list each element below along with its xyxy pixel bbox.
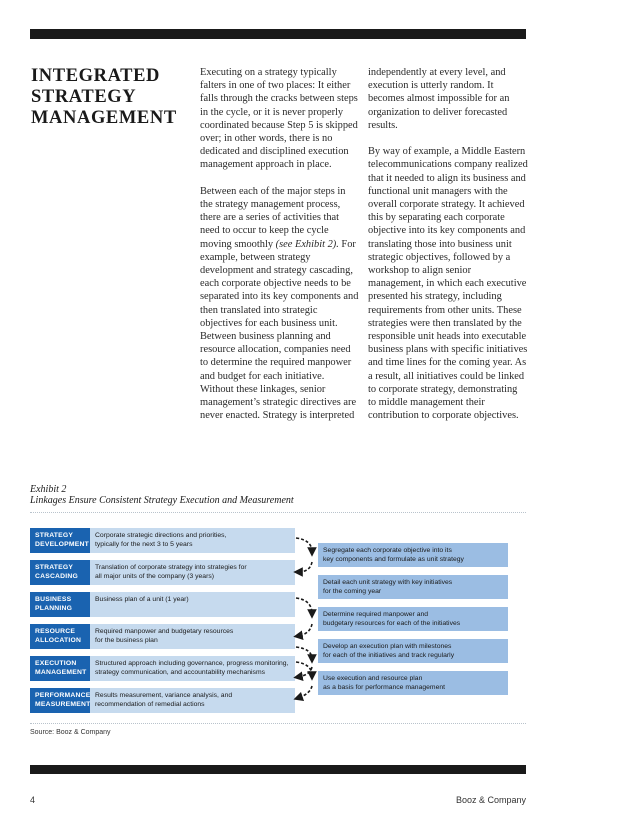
heading-line: INTEGRATED (31, 66, 161, 86)
activity-2: Detail each unit strategy with key initiatives for the coming year (318, 575, 508, 599)
body-column-1 (200, 66, 360, 436)
company-name: Booz & Company (455, 795, 526, 805)
body-column-2 (368, 66, 528, 436)
arrow-to-stage-5 (298, 667, 312, 677)
exhibit-title: Linkages Ensure Consistent Strategy Execution and Measurement (30, 495, 294, 506)
source-note: Source: Booz & Company (30, 729, 111, 736)
heading-line: MANAGEMENT (31, 108, 177, 128)
stage-business-planning: BUSINESS PLANNING Business plan of a unit (1 year) (30, 592, 295, 617)
arrow-to-activity-4 (296, 647, 312, 659)
exhibit-top-rule (30, 512, 526, 513)
section-heading (31, 66, 181, 129)
stage-performance-measurement: PERFORMANCE MEASUREMENT Results measurement, variance analysis, and recommendation of remedial actions (30, 688, 295, 713)
exhibit-reference: (see Exhibit 2). (275, 238, 339, 250)
paragraph: Executing on a strategy typically falters in one of two places: It either falls through the cracks between steps in the cycle, or it is never properly coordinated because Step 5 is skipped over; in other words, there is no dedicated and disciplined execution management approach in place. (200, 67, 358, 171)
paragraph: independently at every level, and execution is utterly random. It becomes almost impossible for an organization to deliver forecasted results. (368, 67, 510, 131)
paragraph: Between each of the major steps in the strategy management process, there are a series of activities that need to occur to keep the cycle moving smoothly (see Exhibit 2). For example, between strategy development and strategy cascading, each corporate objective needs to be separated into its key components and then translated into strategic objectives for each business unit. Between business planning and resource allocation, companies need to determine the required manpower and budget for each initiative. Without these linkages, senior management’s strategic directives are never enacted. Strategy is interpreted (200, 185, 359, 422)
stage-resource-allocation: RESOURCE ALLOCATION Required manpower and budgetary resources for the business plan (30, 624, 295, 649)
stage-strategy-cascading: STRATEGY CASCADING Translation of corporate strategy into strategies for all major units of the company (3 years) (30, 560, 295, 585)
stage-execution-management: EXECUTION MANAGEMENT Structured approach including governance, progress monitoring, strategy communication, and accountability mechanisms (30, 656, 295, 681)
exhibit-bottom-rule (30, 723, 526, 724)
top-bar (30, 29, 526, 39)
arrow-to-activity-2 (296, 598, 312, 614)
activity-3: Determine required manpower and budgetary resources for each of the initiatives (318, 607, 508, 631)
activity-4: Develop an execution plan with milestones for each of the initiatives and track regularly (318, 639, 508, 663)
arrow-to-activity-1 (296, 538, 312, 552)
paragraph: By way of example, a Middle Eastern telecommunications company realized that it needed to align its business and functional unit managers with the overall corporate strategy. It achieved this by separating each corporate objective into its key components and translating those into business unit strategic objectives, followed by a workshop to align senior management, in which each executive presented his strategy, including requirements from other units. These strategies were then translated by the responsible unit heads into executable business plans with specific initiatives and time lines for the coming year. As a result, all initiatives could be linked to corporate strategy, demonstrating to middle management their contribution to corporate objectives. (368, 146, 528, 422)
arrow-to-stage-2 (298, 562, 312, 572)
activity-1: Segregate each corporate objective into its key components and formulate as unit strategy (318, 543, 508, 567)
linkage-arrows-lower (290, 615, 320, 705)
bottom-bar (30, 765, 526, 774)
exhibit-label: Exhibit 2 (30, 484, 67, 495)
activity-5: Use execution and resource plan as a basis for performance management (318, 671, 508, 695)
stage-strategy-development: STRATEGY DEVELOPMENT Corporate strategic directions and priorities, typically for the next 3 to 5 years (30, 528, 295, 553)
page-number: 4 (30, 795, 36, 805)
heading-line: STRATEGY (31, 87, 137, 107)
